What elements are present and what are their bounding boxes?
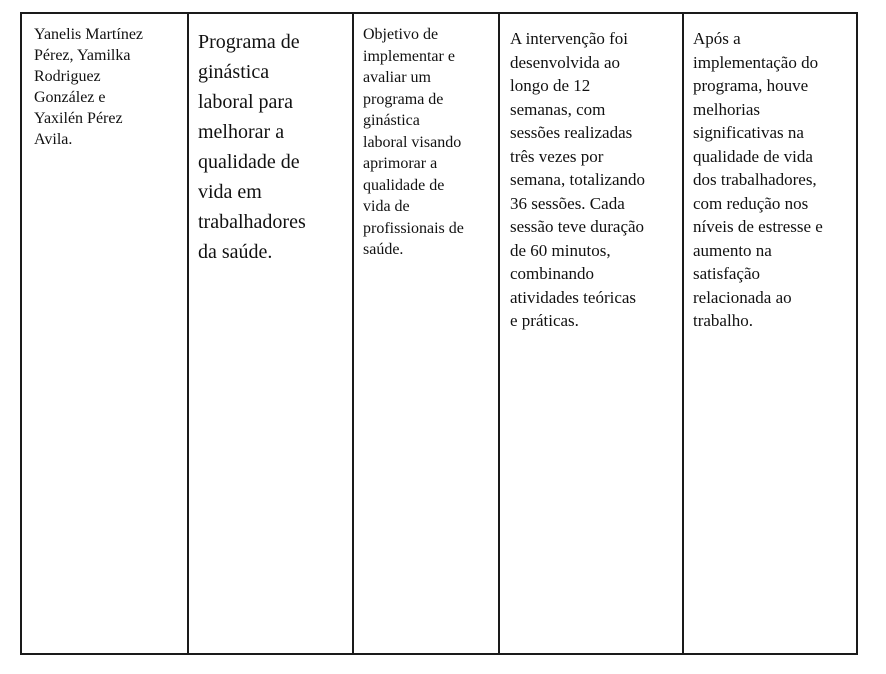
methodology-text: A intervenção foi desenvolvida ao longo de 12 semanas, com sessões realizadas três vezes por semana, totalizando 36 sessões. Cada sessão teve duração de 60 minutos, combinando atividades teóricas e práticas.: [510, 29, 646, 330]
authors-cell: [21, 13, 188, 654]
table-row: [21, 13, 857, 654]
study-summary-table: [20, 12, 858, 655]
results-cell: [683, 13, 857, 654]
methodology-cell: [499, 13, 683, 654]
results-text: Após a implementação do programa, houve melhorias significativas na qualidade de vida dos trabalhadores, com redução nos níveis de estresse e aumento na satisfação relacionada ao trabalho.: [693, 29, 823, 330]
study-table-container: [20, 12, 858, 655]
objective-cell: [353, 13, 499, 654]
title-cell: [188, 13, 353, 654]
authors-text: Yanelis Martínez Pérez, Yamilka Rodriguez González e Yaxilén Pérez Avila.: [34, 26, 144, 148]
title-text: Programa de ginástica laboral para melhorar a qualidade de vida em trabalhadores da saúde.: [198, 31, 306, 263]
objective-text: Objetivo de implementar e avaliar um programa de ginástica laboral visando aprimorar a qualidade de vida de profissionais de saúde.: [363, 26, 464, 258]
